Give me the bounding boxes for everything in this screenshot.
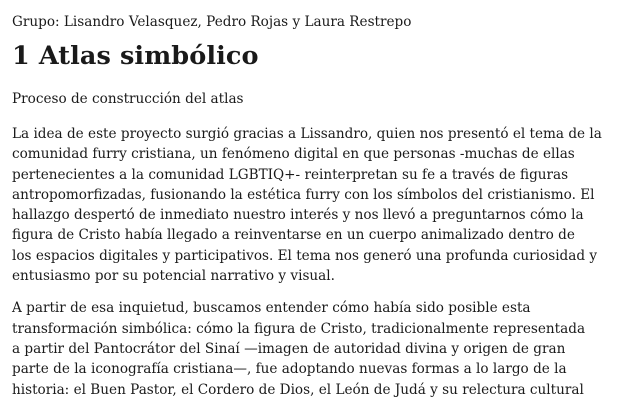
section-subtitle: Proceso de construcción del atlas <box>12 91 244 107</box>
paragraph-line: transformación simbólica: cómo la figura de Cristo, tradicionalmente representada <box>12 320 586 337</box>
section-title: 1 Atlas simbólico <box>12 41 259 71</box>
group-members-line: Grupo: Lisandro Velasquez, Pedro Rojas y Laura Restrepo <box>12 14 412 30</box>
paragraph-line: A partir de esa inquietud, buscamos entender cómo había sido posible esta <box>12 300 531 317</box>
paragraph-line: los espacios digitales y participativos. El tema nos generó una profunda curiosidad y <box>12 247 598 264</box>
paragraph-line: comunidad furry cristiana, un fenómeno digital en que personas -muchas de ellas <box>12 146 575 163</box>
paragraph-line: parte de la iconografía cristiana—, fue adoptando nuevas formas a lo largo de la <box>12 361 567 378</box>
paragraph-line: entusiasmo por su potencial narrativo y visual. <box>12 268 335 285</box>
paragraph-1 <box>12 124 602 286</box>
paragraph-line: historia: el Buen Pastor, el Cordero de Dios, el León de Judá y su relectura cultural <box>12 381 584 398</box>
paragraph-line: a partir del Pantocrátor del Sinaí —imagen de autoridad divina y origen de gran <box>12 340 566 357</box>
paragraph-line: antropomorfizadas, fusionando la estética furry con los símbolos del cristianismo. El <box>12 186 595 203</box>
paragraph-line: pertenecientes a la comunidad LGBTIQ+- reinterpretan su fe a través de figuras <box>12 166 569 183</box>
paragraph-line: La idea de este proyecto surgió gracias a Lissandro, quien nos presentó el tema de la <box>12 126 602 142</box>
paragraph-2 <box>12 298 586 399</box>
paragraph-line: hallazgo despertó de inmediato nuestro interés y nos llevó a preguntarnos cómo la <box>12 207 584 224</box>
paragraph-line: figura de Cristo había llegado a reinventarse en un cuerpo animalizado dentro de <box>12 227 575 244</box>
document-body <box>12 13 602 400</box>
